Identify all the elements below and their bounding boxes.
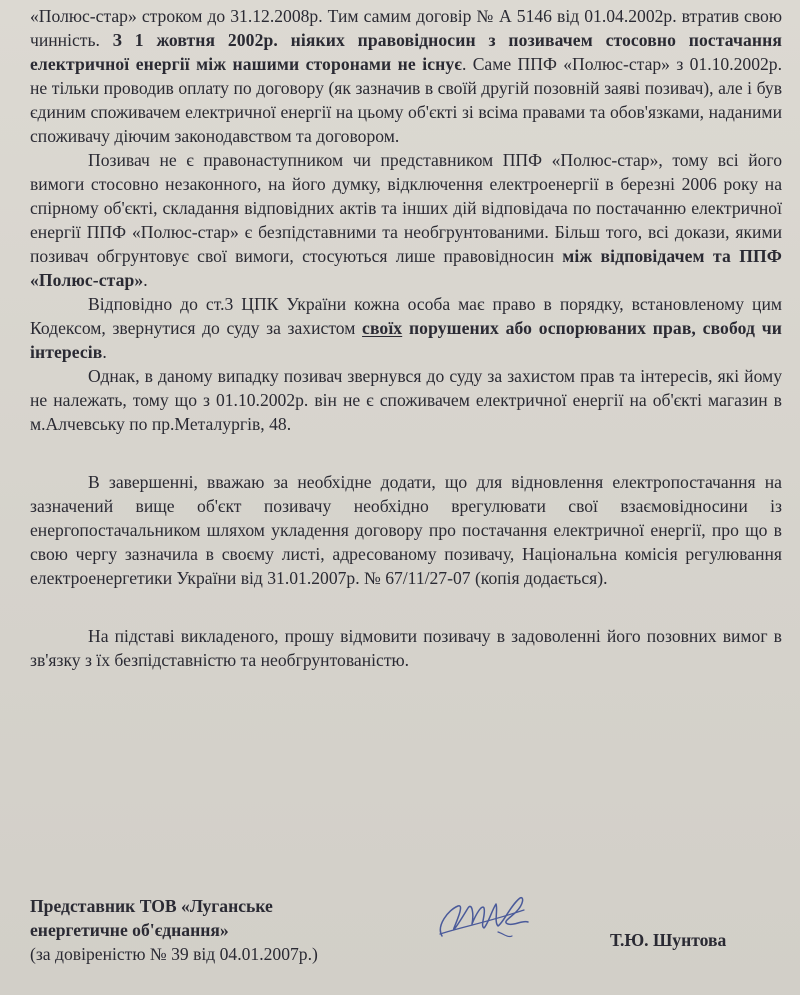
paragraph-conclusion: В завершенні, вважаю за необхідне додати, що для відновлення електропостачання на зазначений вище об'єкт позивачу необхідно врегулювати свої взаємовідносини із енергопостачальником шляхом укладення договору про постачання електричної енергії, про що в свою чергу зазначила в своєму листі, адресованому позивачу, Національна комісія регулювання електроенергетики України від 31.01.2007р. № 67/11/27-07 (копія додається). [30, 472, 782, 588]
text-run: «Полюс-стар» строком до 31.12.2008р. Тим самим договір № А 5146 від 01.04.2002р. втратив свою чинність. [30, 6, 782, 50]
representative-title: Представник ТОВ «Луганське [30, 896, 273, 916]
text-run: . [143, 270, 148, 290]
text-run: Позивач не є правонаступником чи представником ППФ «Полюс-стар», тому всі його вимоги стосовно незаконного, на його думку, відключення електроенергії в березні 2006 року на спірному об'єкті, складання відповідних актів та інших дій відповідача по постачанню електричної енергії ППФ «Полюс-стар» є безпідставними та необгрунтованими. Більш того, всі докази, якими позивач обгрунтовує свої вимоги, стосуються лише правовідносин [30, 150, 782, 266]
paragraph-request: На підставі викладеного, прошу відмовити позивачу в задоволенні його позовних вимог в зв'язку з їх безпідставністю та необгрунтованістю. [30, 626, 782, 670]
bold-text-run: порушених або оспорюваних прав, свобод чи інтересів [30, 318, 783, 362]
bold-text-run: між відповідачем та ППФ «Полюс-стар» [30, 246, 782, 290]
bold-text-run: З 1 жовтня 2002р. ніяких правовідносин з позивачем стосовно постачання електричної енергії між нашими сторонами не існує [30, 30, 782, 74]
handwritten-signature [428, 888, 538, 958]
text-run: . [102, 342, 107, 362]
power-of-attorney: (за довіреністю № 39 від 04.01.2007р.) [30, 944, 318, 964]
paragraph-no-standing: Однак, в даному випадку позивач звернувся до суду за захистом прав та інтересів, які йому не належать, тому що з 01.10.2002р. він не є споживачем електричної енергії на об'єкті магазин в м.Алчевську по пр.Металургів, 48. [30, 366, 782, 434]
text-run: . Саме ППФ «Полюс-стар» з 01.10.2002р. не тільки проводив оплату по договору (як зазначив в своїй другій позовній заяві позивач), але і був єдиним споживачем електричної енергії на цьому об'єкті зі всіма правами та обов'язками, наданими споживачу діючим законодавством та договором. [30, 54, 782, 146]
paragraph-cpc-article-3 [30, 292, 782, 364]
representative-organization: енергетичне об'єднання» [30, 920, 229, 940]
paragraph-plaintiff-not-successor [30, 148, 782, 292]
underlined-bold-text-run: своїх [362, 318, 403, 338]
representative-block [30, 894, 318, 966]
text-run: Відповідно до ст.3 ЦПК України кожна особа має право в порядку, встановленому цим Кодексом, звернутися до суду за захистом [30, 294, 782, 338]
document-body [30, 4, 782, 672]
paragraph-contract-termination [30, 4, 782, 148]
signatory-name: Т.Ю. Шунтова [610, 930, 727, 950]
